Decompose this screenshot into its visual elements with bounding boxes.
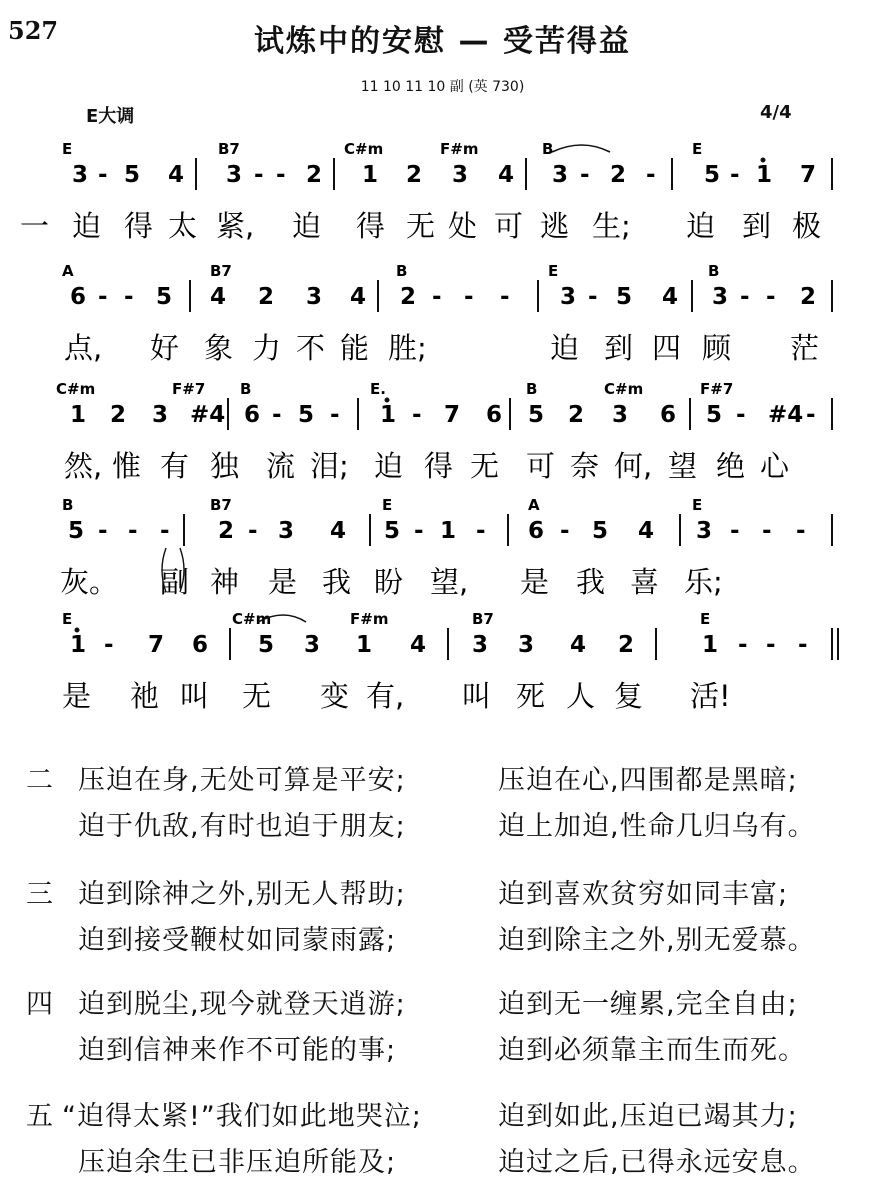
verse-line: 压迫余生已非压迫所能及; xyxy=(78,1147,397,1178)
chord-symbol: C#m xyxy=(232,610,272,628)
lyric: 顾 xyxy=(702,331,732,365)
lyric: 副 xyxy=(160,565,190,599)
note: 2 xyxy=(800,284,817,310)
hymn-title: 试炼中的安慰 — 受苦得益 xyxy=(254,24,631,59)
lyric: 复 xyxy=(614,679,644,713)
lyric: 有, xyxy=(366,679,405,713)
dash-extension: - xyxy=(104,632,114,658)
lyric: 得 xyxy=(356,209,386,243)
dash-extension: - xyxy=(476,518,486,544)
verse-line: 迫上加迫,性命几归乌有。 xyxy=(498,811,816,842)
note: 6 xyxy=(528,518,545,544)
lyric: 喜 xyxy=(630,565,660,599)
note: 4 xyxy=(210,284,227,310)
lyric: 四 xyxy=(652,331,682,365)
lyric: 紧, xyxy=(216,209,255,243)
lyric: 然, xyxy=(64,449,103,483)
lyric: 到 xyxy=(604,331,634,365)
note: 5 xyxy=(528,402,545,428)
time-signature: 4/4 xyxy=(760,102,792,123)
note: 3 xyxy=(226,162,243,188)
lyric: 变 xyxy=(320,679,350,713)
lyric: 迫 xyxy=(374,449,404,483)
lyric: 太 xyxy=(168,209,198,243)
note: 3 xyxy=(696,518,713,544)
dash-extension: - xyxy=(98,518,108,544)
chord-symbol: F#m xyxy=(440,140,479,158)
lyric: 迫 xyxy=(292,209,322,243)
dash-extension: - xyxy=(272,402,282,428)
dash-extension: - xyxy=(276,162,286,188)
lyric: 奈 xyxy=(570,449,600,483)
chord-symbol: E xyxy=(692,140,703,158)
note: 3 xyxy=(306,284,323,310)
note: 7 xyxy=(444,402,461,428)
note: 4 xyxy=(570,632,587,658)
verse-line: 压迫在心,四围都是黑暗; xyxy=(498,765,798,796)
lyric: 能 xyxy=(340,331,370,365)
dash-extension: - xyxy=(414,518,424,544)
note: 6 xyxy=(192,632,209,658)
note: 3 xyxy=(552,162,569,188)
lyric: 生; xyxy=(592,209,631,243)
chord-symbol: B xyxy=(526,380,538,398)
dash-extension: - xyxy=(796,518,806,544)
chord-symbol: E xyxy=(382,496,393,514)
chord-symbol: E xyxy=(62,610,73,628)
lyric: 无 xyxy=(406,209,436,243)
dash-extension: - xyxy=(766,284,776,310)
note: 3 xyxy=(518,632,535,658)
lyric: 祂 xyxy=(130,679,160,713)
note: 5 xyxy=(592,518,609,544)
note: 6 xyxy=(244,402,261,428)
lyric: 人 xyxy=(566,679,596,713)
note: 1 xyxy=(702,632,719,658)
dash-extension: - xyxy=(412,402,422,428)
verse-line: 迫到喜欢贫穷如同丰富; xyxy=(498,879,789,910)
note: 5 xyxy=(704,162,721,188)
note: 3 xyxy=(452,162,469,188)
lyric: 不 xyxy=(296,331,326,365)
note: 5 xyxy=(298,402,315,428)
lyric: 流 xyxy=(266,449,296,483)
note: 4 xyxy=(350,284,367,310)
note: 2 xyxy=(610,162,627,188)
verse-line: 压迫在身,无处可算是平安; xyxy=(78,765,406,796)
lyric: 叫 xyxy=(462,679,492,713)
lyric: 灰。 xyxy=(60,565,119,599)
verse-line: 迫于仇敌,有时也迫于朋友; xyxy=(78,811,406,842)
note: 1 xyxy=(356,632,373,658)
note: 3 xyxy=(152,402,169,428)
verse-line: 迫到除主之外,别无爱慕。 xyxy=(498,925,816,956)
verse-line: 迫到脱尘,现今就登天逍游; xyxy=(78,989,406,1020)
lyric: 极 xyxy=(792,209,822,243)
verse-line: 迫到信神来作不可能的事; xyxy=(78,1035,397,1066)
chord-symbol: E xyxy=(700,610,711,628)
dash-extension: - xyxy=(740,284,750,310)
verse-line: 迫到无一缠累,完全自由; xyxy=(498,989,798,1020)
verse-number: 五 xyxy=(26,1101,53,1132)
note: 1 xyxy=(362,162,379,188)
chord-symbol: A xyxy=(528,496,540,514)
lyric: 处 xyxy=(448,209,478,243)
note: 1 xyxy=(380,402,397,428)
note: #4 xyxy=(190,402,226,428)
note: 3 xyxy=(560,284,577,310)
dash-extension: - xyxy=(580,162,590,188)
chord-symbol: C#m xyxy=(604,380,644,398)
lyric: 迫 xyxy=(72,209,102,243)
chord-symbol: A xyxy=(62,262,74,280)
dash-extension: - xyxy=(128,518,138,544)
note: 4 xyxy=(498,162,515,188)
lyric: 无 xyxy=(242,679,272,713)
lyric: 得 xyxy=(424,449,454,483)
chord-symbol: E xyxy=(548,262,559,280)
lyric: 逃 xyxy=(540,209,570,243)
note: #4 xyxy=(768,402,804,428)
lyric: 力 xyxy=(252,331,282,365)
note: 5 xyxy=(384,518,401,544)
lyric: 迫 xyxy=(686,209,716,243)
lyric: 我 xyxy=(322,565,352,599)
lyric: 好 xyxy=(150,331,180,365)
dash-extension: - xyxy=(766,632,776,658)
note: 5 xyxy=(258,632,275,658)
dash-extension: - xyxy=(248,518,258,544)
dash-extension: - xyxy=(432,284,442,310)
note: 1 xyxy=(70,632,87,658)
note: 5 xyxy=(68,518,85,544)
note: 2 xyxy=(218,518,235,544)
note: 5 xyxy=(156,284,173,310)
lyric: 何, xyxy=(614,449,653,483)
lyric: 独 xyxy=(210,449,240,483)
lyric: 心 xyxy=(760,449,790,483)
lyric: 得 xyxy=(124,209,154,243)
lyric: 望 xyxy=(668,449,698,483)
chord-symbol: B xyxy=(396,262,408,280)
lyric: 无 xyxy=(470,449,500,483)
verse-line: 迫到必须靠主而生而死。 xyxy=(498,1035,806,1066)
note: 7 xyxy=(148,632,165,658)
note: 4 xyxy=(168,162,185,188)
note: 4 xyxy=(638,518,655,544)
lyric: 点, xyxy=(64,331,103,365)
dash-extension: - xyxy=(560,518,570,544)
chord-symbol: E xyxy=(692,496,703,514)
lyric: 是 xyxy=(268,565,298,599)
lyric: 迫 xyxy=(550,331,580,365)
note: 3 xyxy=(612,402,629,428)
meter-line: 11 10 11 10 副 (英 730) xyxy=(360,79,525,95)
note: 3 xyxy=(304,632,321,658)
lyric: 一 xyxy=(20,209,50,243)
verse-line: “迫得太紧!”我们如此地哭泣; xyxy=(62,1101,422,1132)
lyric: 神 xyxy=(210,565,240,599)
lyric: 茫 xyxy=(790,331,820,365)
note: 1 xyxy=(70,402,87,428)
dash-extension: - xyxy=(730,162,740,188)
note: 2 xyxy=(110,402,127,428)
note: 6 xyxy=(70,284,87,310)
lyric: 有 xyxy=(160,449,190,483)
note: 4 xyxy=(410,632,427,658)
dash-extension: - xyxy=(330,402,340,428)
lyric: 惟 xyxy=(112,449,142,483)
dash-extension: - xyxy=(98,162,108,188)
chord-symbol: C#m xyxy=(56,380,96,398)
note: 1 xyxy=(756,162,773,188)
verse-number: 三 xyxy=(26,879,53,910)
note: 5 xyxy=(124,162,141,188)
dash-extension: - xyxy=(254,162,264,188)
lyric: 是 xyxy=(520,565,550,599)
dash-extension: - xyxy=(806,402,816,428)
lyric: 望, xyxy=(430,565,469,599)
dash-extension: - xyxy=(124,284,134,310)
lyric: 是 xyxy=(62,679,92,713)
lyric: 乐; xyxy=(684,565,723,599)
note: 2 xyxy=(568,402,585,428)
hymn-number: 527 xyxy=(8,16,59,45)
note: 2 xyxy=(306,162,323,188)
note: 2 xyxy=(406,162,423,188)
note: 5 xyxy=(616,284,633,310)
chord-symbol: E. xyxy=(370,380,386,398)
note: 4 xyxy=(662,284,679,310)
note: 3 xyxy=(278,518,295,544)
chord-symbol: B xyxy=(708,262,720,280)
note: 3 xyxy=(712,284,729,310)
note: 3 xyxy=(472,632,489,658)
note: 6 xyxy=(660,402,677,428)
verse-number: 四 xyxy=(26,989,53,1020)
note: 2 xyxy=(258,284,275,310)
chord-symbol: B xyxy=(62,496,74,514)
lyric: 叫 xyxy=(180,679,210,713)
lyric: 我 xyxy=(576,565,606,599)
chord-symbol: B xyxy=(240,380,252,398)
chord-symbol: B xyxy=(542,140,554,158)
lyric: 死 xyxy=(516,679,546,713)
note: 7 xyxy=(800,162,817,188)
note: 3 xyxy=(72,162,89,188)
lyric: 泪; xyxy=(310,449,349,483)
dash-extension: - xyxy=(588,284,598,310)
lyric: 绝 xyxy=(716,449,746,483)
chord-symbol: B7 xyxy=(472,610,494,628)
dash-extension: - xyxy=(646,162,656,188)
lyric: 可 xyxy=(494,209,524,243)
dash-extension: - xyxy=(464,284,474,310)
dash-extension: - xyxy=(98,284,108,310)
lyric: 象 xyxy=(204,331,234,365)
chord-symbol: B7 xyxy=(218,140,240,158)
dash-extension: - xyxy=(730,518,740,544)
chord-symbol: B7 xyxy=(210,496,232,514)
lyric: 到 xyxy=(742,209,772,243)
verse-line: 迫到如此,压迫已竭其力; xyxy=(498,1101,798,1132)
verse-line: 迫到接受鞭杖如同蒙雨露; xyxy=(78,925,397,956)
lyric: 胜; xyxy=(388,331,427,365)
chord-symbol: E xyxy=(62,140,73,158)
note: 4 xyxy=(330,518,347,544)
note: 5 xyxy=(706,402,723,428)
dash-extension: - xyxy=(762,518,772,544)
lyric: 活! xyxy=(690,679,731,713)
chord-symbol: B7 xyxy=(210,262,232,280)
dash-extension: - xyxy=(500,284,510,310)
dash-extension: - xyxy=(736,402,746,428)
chord-symbol: F#7 xyxy=(700,380,734,398)
verse-line: 迫到除神之外,别无人帮助; xyxy=(78,879,406,910)
lyric: 盼 xyxy=(374,565,404,599)
chord-symbol: F#7 xyxy=(172,380,206,398)
key-signature: E大调 xyxy=(86,106,135,127)
chord-symbol: F#m xyxy=(350,610,389,628)
note: 2 xyxy=(618,632,635,658)
dash-extension: - xyxy=(160,518,170,544)
dash-extension: - xyxy=(798,632,808,658)
verse-number: 二 xyxy=(26,765,53,796)
dash-extension: - xyxy=(738,632,748,658)
note: 2 xyxy=(400,284,417,310)
note: 6 xyxy=(486,402,503,428)
verse-line: 迫过之后,已得永远安息。 xyxy=(498,1147,816,1178)
note: 1 xyxy=(440,518,457,544)
lyric: 可 xyxy=(526,449,556,483)
chord-symbol: C#m xyxy=(344,140,384,158)
